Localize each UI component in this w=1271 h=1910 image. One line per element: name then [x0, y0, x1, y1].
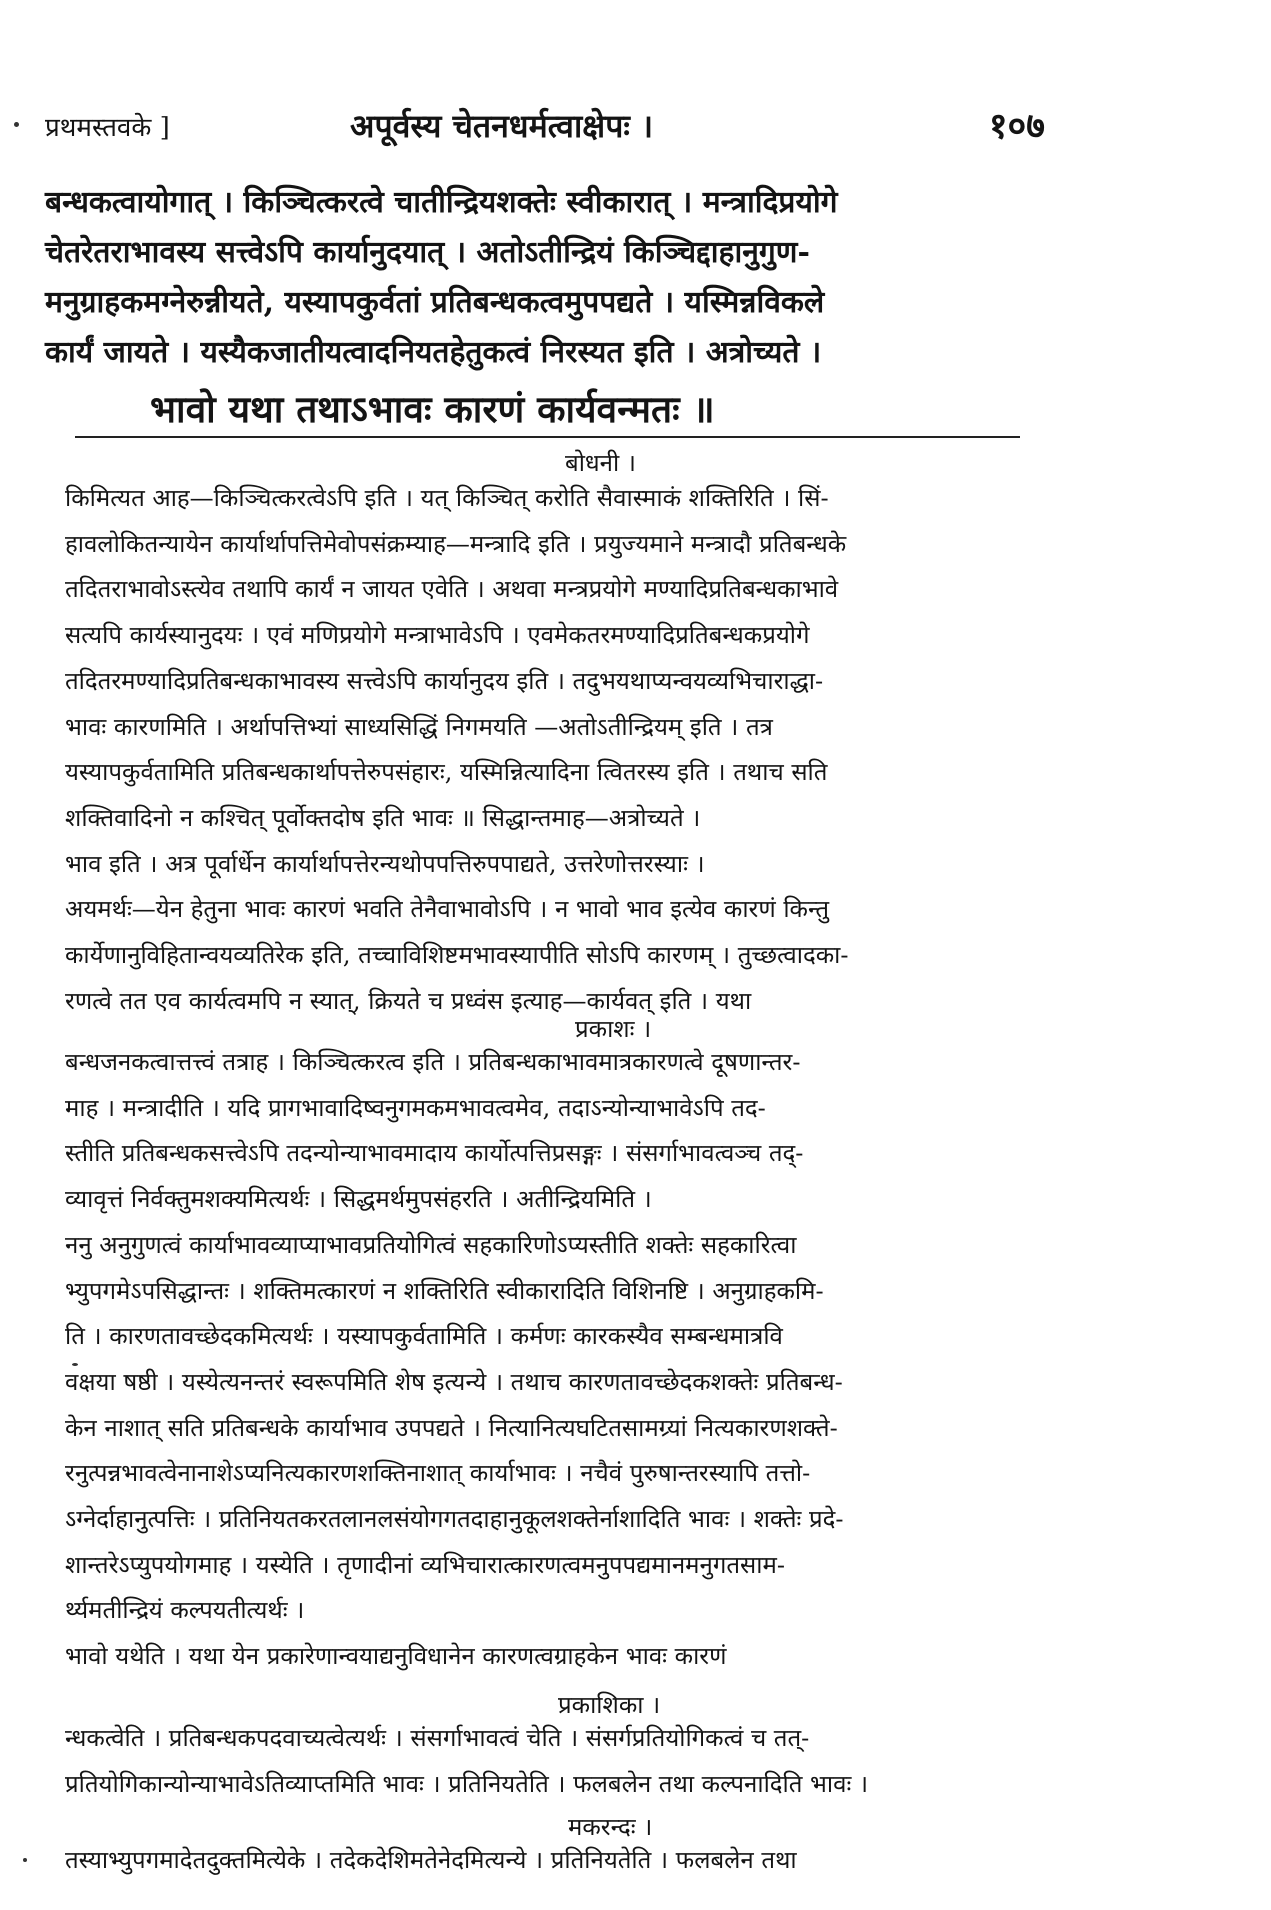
divider-rule — [75, 436, 1020, 438]
karika-verse: भावो यथा तथाऽभावः कारणं कार्यवन्मतः ॥ — [150, 387, 715, 431]
scan-speck — [14, 122, 19, 127]
main-text-line: बन्धकत्वायोगात् । किञ्चित्करत्वे चातीन्द्रियशक्तेः स्वीकारात् । मन्त्रादिप्रयोगे — [45, 185, 838, 220]
commentary-line: र्थ्यमतीन्द्रियं कल्पयतीत्यर्थः । — [65, 1596, 305, 1625]
running-head — [45, 100, 1045, 150]
main-text-block — [45, 178, 1045, 378]
main-text-line: चेतरेतराभावस्य सत्त्वेऽपि कार्यानुदयात् । अतोऽतीन्द्रियं किञ्चिद्दाहानुगुण- — [45, 235, 810, 270]
section-label: प्रथमस्तवके ] — [45, 113, 170, 143]
commentary-line: बन्धजनकत्वात्तत्त्वं तत्राह । किञ्चित्करत्व इति । प्रतिबन्धकाभावमात्रकारणत्वे दूषणान्तर- — [65, 1048, 801, 1076]
commentary-line: भावः कारणमिति । अर्थापत्तिभ्यां साध्यसिद्धिं निगमयति —अतोऽतीन्द्रियम् इति । तत्र — [65, 712, 773, 741]
commentary-line: भावो यथेति । यथा येन प्रकारेणान्वयाद्यनुविधानेन कारणत्वग्राहकेन भावः कारणं — [65, 1642, 727, 1671]
commentary-line: सत्यपि कार्यस्यानुदयः । एवं मणिप्रयोगे मन्त्राभावेऽपि । एवमेकतरमण्यादिप्रतिबन्धकप्रयोगे — [65, 621, 810, 650]
commentary-line: स्तीति प्रतिबन्धकसत्त्वेऽपि तदन्योन्याभावमादाय कार्योत्पत्तिप्रसङ्गः । संसर्गाभावत्वञ्च तद्- — [65, 1139, 804, 1168]
scan-speck — [72, 1363, 78, 1366]
commentary-line: हावलोकितन्यायेन कार्यार्थापत्तिमेवोपसंक्रम्याह—मन्त्रादि इति । प्रयुज्यमाने मन्त्रादौ प्रतिबन्धके — [65, 529, 847, 558]
commentary-line: तदितराभावोऽस्त्येव तथापि कार्यं न जायत एवेति । अथवा मन्त्रप्रयोगे मण्यादिप्रतिबन्धकाभावे — [65, 575, 839, 604]
commentary-line: माह । मन्त्रादीति । यदि प्रागभावादिष्वनुगमकमभावत्वमेव, तदाऽन्योन्याभावेऽपि तद- — [65, 1093, 766, 1122]
commentary-line: भ्युपगमेऽपसिद्धान्तः । शक्तिमत्कारणं न शक्तिरिति स्वीकारादिति विशिनष्टि । अनुग्राहकमि- — [65, 1276, 824, 1305]
commentary-line: व्यावृत्तं निर्वक्तुमशक्यमित्यर्थः । सिद्धमर्थमुपसंहरति । अतीन्द्रियमिति । — [65, 1185, 652, 1214]
commentary-line: वक्षया षष्ठी । यस्येत्यनन्तरं स्वरूपमिति शेष इत्यन्ये । तथाच कारणतावच्छेदकशक्तेः प्रतिबन्ध- — [65, 1367, 843, 1396]
commentary-line: न्धकत्वेति । प्रतिबन्धकपदवाच्यत्वेत्यर्थः । संसर्गाभावत्वं चेति । संसर्गप्रतियोगिकत्वं च तत्- — [65, 1724, 810, 1752]
commentary-line: किमित्यत आह—किञ्चित्करत्वेऽपि इति । यत् किञ्चित् करोति सैवास्माकं शक्तिरिति । सिं- — [65, 484, 829, 512]
commentary-line: केन नाशात् सति प्रतिबन्धके कार्याभाव उपपद्यते । नित्यानित्यघटितसामग्र्यां नित्यकारणशक्ते- — [65, 1413, 838, 1442]
commentary-heading-prakasha: प्रकाशः । — [575, 1015, 652, 1043]
main-text-line: मनुग्राहकमग्नेरुन्नीयते, यस्यापकुर्वतां प्रतिबन्धकत्वमुपपद्यते । यस्मिन्नविकले — [45, 285, 825, 320]
prakashika-commentary — [65, 1716, 1055, 1807]
commentary-heading-bodhani: बोधनी । — [565, 449, 636, 477]
bodhani-commentary — [65, 476, 1055, 1024]
commentary-line: शान्तरेऽप्युपयोगमाह । यस्येति । तृणादीनां व्यभिचारात्कारणत्वमनुपपद्यमानमनुगतसाम- — [65, 1550, 785, 1579]
commentary-line: कार्येणानुविहितान्वयव्यतिरेक इति, तच्चाविशिष्टमभावस्यापीति सोऽपि कारणम् । तुच्छत्वादका- — [65, 941, 849, 970]
prakasha-commentary — [65, 1040, 1055, 1680]
commentary-heading-makaranda: मकरन्दः । — [568, 1813, 653, 1841]
commentary-line: तस्याभ्युपगमादेतदुक्तमित्येके । तदेकदेशिमतेनेदमित्यन्ये । प्रतिनियतेति । फलबलेन तथा — [65, 1846, 797, 1874]
commentary-line: शक्तिवादिनो न कश्चित् पूर्वोक्तदोष इति भावः ॥ सिद्धान्तमाह—अत्रोच्यते । — [65, 803, 701, 832]
commentary-line: ननु अनुगुणत्वं कार्याभावव्याप्याभावप्रतियोगित्वं सहकारिणोऽप्यस्तीति शक्तेः सहकारित्वा — [65, 1230, 797, 1259]
makaranda-commentary — [65, 1838, 1055, 1884]
commentary-line: अयमर्थः—येन हेतुना भावः कारणं भवति तेनैवाभावोऽपि । न भावो भाव इत्येव कारणं किन्तु — [65, 895, 830, 924]
main-text-line: कार्यं जायते । यस्यैकजातीयत्वादनियतहेतुकत्वं निरस्यत इति । अत्रोच्यते । — [45, 335, 822, 370]
commentary-line: ऽग्नेर्दाहानुत्पत्तिः । प्रतिनियतकरतलानलसंयोगगतदाहानुकूलशक्तेर्नाशादिति भावः । शक्तेः प्रदे- — [65, 1505, 844, 1534]
commentary-line: भाव इति । अत्र पूर्वार्धेन कार्यार्थापत्तेरन्यथोपपत्तिरुपपाद्यते, उत्तरेणोत्तरस्याः । — [65, 849, 705, 878]
commentary-line: प्रतियोगिकान्योन्याभावेऽतिव्याप्तमिति भावः । प्रतिनियतेति । फलबलेन तथा कल्पनादिति भावः । — [65, 1769, 869, 1798]
commentary-heading-prakashika: प्रकाशिका । — [558, 1691, 661, 1719]
commentary-line: तदितरमण्यादिप्रतिबन्धकाभावस्य सत्त्वेऽपि कार्यानुदय इति । तदुभयथाप्यन्वयव्यभिचाराद्धा- — [65, 666, 824, 695]
commentary-line: यस्यापकुर्वतामिति प्रतिबन्धकार्थापत्तेरुपसंहारः, यस्मिन्नित्यादिना त्वितरस्य इति । तथाच सति — [65, 758, 828, 787]
scan-speck — [23, 1858, 27, 1862]
commentary-line: रणत्वे तत एव कार्यत्वमपि न स्यात्, क्रियते च प्रध्वंस इत्याह—कार्यवत् इति । यथा — [65, 986, 752, 1015]
running-title: अपूर्वस्य चेतनधर्मत्वाक्षेपः । — [350, 107, 654, 145]
commentary-line: ति । कारणतावच्छेदकमित्यर्थः । यस्यापकुर्वतामिति । कर्मणः कारकस्यैव सम्बन्धमात्रवि — [65, 1322, 783, 1351]
commentary-line: रनुत्पन्नभावत्वेनानाशेऽप्यनित्यकारणशक्तिनाशात् कार्याभावः । नचैवं पुरुषान्तरस्यापि तत्तो- — [65, 1459, 811, 1488]
page-number: १०७ — [988, 105, 1045, 147]
